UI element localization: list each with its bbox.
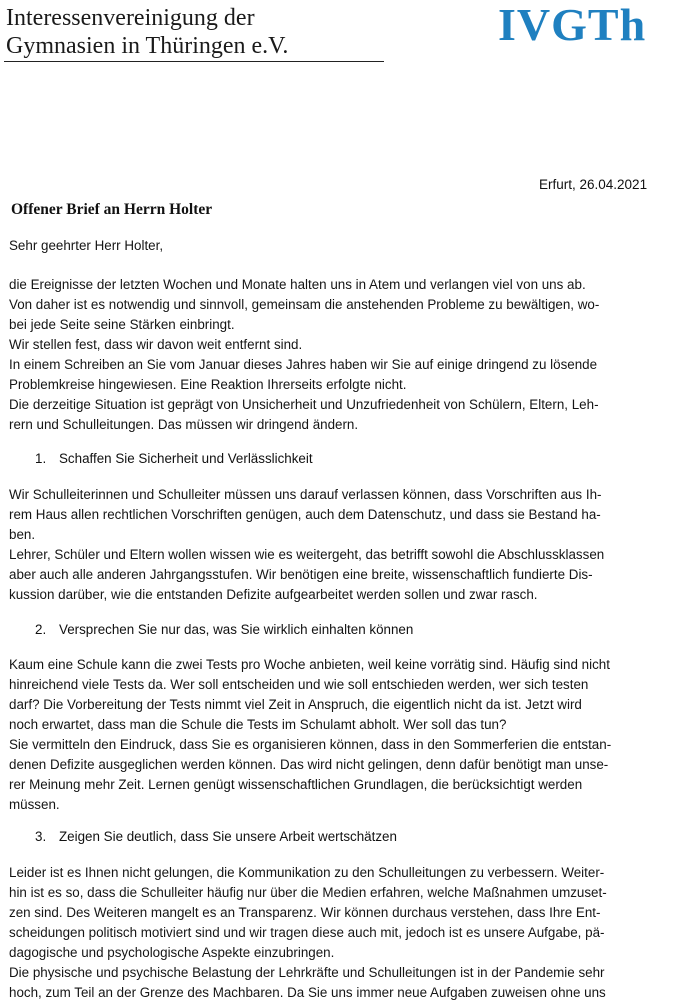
text-line: hoch, zum Teil an der Grenze des Machbaren. Da Sie uns immer neue Aufgaben zuweisen ohne uns	[9, 985, 606, 1000]
organization-name-line-1: Interessenvereinigung der	[6, 5, 255, 31]
organization-name-line-2: Gymnasien in Thüringen e.V.	[6, 33, 289, 59]
organization-logo: IVGTh	[498, 0, 647, 50]
text-line: darf? Die Vorbereitung der Tests nimmt viel Zeit in Anspruch, die eigentlich nicht da ist. Jetzt wird	[9, 697, 582, 712]
text-line: Lehrer, Schüler und Eltern wollen wissen wie es weitergeht, das betrifft sowohl die Abschlussklassen	[9, 547, 605, 562]
text-line: noch erwartet, dass man die Schule die Tests im Schulamt abholt. Wer soll das tun?	[9, 717, 507, 732]
text-line: Sie vermitteln den Eindruck, dass Sie es organisieren können, dass in den Sommerferien die entstan-	[9, 737, 612, 752]
section-heading-text: Versprechen Sie nur das, was Sie wirklich einhalten können	[59, 622, 414, 637]
section-heading-text: Zeigen Sie deutlich, dass Sie unsere Arbeit wertschätzen	[59, 829, 397, 844]
text-line: denen Defizite ausgeglichen werden können. Das wird nicht gelingen, denn dafür benötigt man unse-	[9, 757, 609, 772]
text-line: zen sind. Des Weiteren mangelt es an Transparenz. Wir können durchaus verstehen, dass Ihre Ent-	[9, 905, 601, 920]
text-line: die Ereignisse der letzten Wochen und Monate halten uns in Atem und verlangen viel von uns ab.	[9, 277, 586, 292]
text-line: aber auch alle anderen Jahrgangsstufen. Wir benötigen eine breite, wissenschaftlich fundierte Dis-	[9, 567, 593, 582]
text-line: scheidungen politisch motiviert sind und wir tragen diese auch mit, jedoch ist es unsere Aufgabe, pä-	[9, 925, 605, 940]
text-line: rem Haus allen rechtlichen Vorschriften genügen, auch dem Datenschutz, und dass sie Bestand ha-	[9, 507, 601, 522]
section-2-paragraph	[9, 655, 611, 815]
intro-paragraph	[9, 275, 599, 435]
text-line: Problemkreise hingewiesen. Eine Reaktion Ihrerseits erfolgte nicht.	[9, 377, 407, 392]
text-line: bei jede Seite seine Stärken einbringt.	[9, 317, 235, 332]
salutation: Sehr geehrter Herr Holter,	[9, 238, 164, 253]
text-line: rer Meinung mehr Zeit. Lernen genügt wissenschaftlichen Grundlagen, die berücksichtigt werden	[9, 777, 583, 792]
text-line: Die physische und psychische Belastung der Lehrkräfte und Schulleitungen ist in der Pandemie sehr	[9, 965, 605, 980]
text-line: ben.	[9, 527, 36, 542]
text-line: In einem Schreiben an Sie vom Januar dieses Jahres haben wir Sie auf einige dringend zu lösende	[9, 357, 598, 372]
text-line: müssen.	[9, 797, 60, 812]
text-line: rern und Schulleitungen. Das müssen wir dringend ändern.	[9, 417, 359, 432]
text-line: Die derzeitige Situation ist geprägt von Unsicherheit und Unzufriedenheit von Schülern, Eltern, Leh-	[9, 397, 599, 412]
organization-name	[6, 4, 288, 60]
text-line: Wir Schulleiterinnen und Schulleiter müssen uns darauf verlassen können, dass Vorschriften aus Ih-	[9, 487, 602, 502]
section-3-paragraph	[9, 863, 607, 1003]
text-line: dagogische und psychologische Aspekte einzubringen.	[9, 945, 335, 960]
text-line: Leider ist es Ihnen nicht gelungen, die Kommunikation zu den Schulleitungen zu verbessern. Weiter-	[9, 865, 605, 880]
section-1-paragraph	[9, 485, 604, 605]
text-line: Kaum eine Schule kann die zwei Tests pro Woche anbieten, weil keine vorrätig sind. Häufig sind nicht	[9, 657, 610, 672]
section-1-heading	[35, 449, 313, 469]
text-line: Wir stellen fest, dass wir davon weit entfernt sind.	[9, 337, 303, 352]
text-line: hin ist es so, dass die Schulleiter häufig nur über die Medien erfahren, welche Maßnahmen umzuset-	[9, 885, 607, 900]
section-number: 1.	[35, 451, 47, 466]
section-number: 3.	[35, 829, 47, 844]
letter-date: Erfurt, 26.04.2021	[539, 177, 648, 192]
section-2-heading	[35, 620, 413, 640]
section-heading-text: Schaffen Sie Sicherheit und Verlässlichkeit	[59, 451, 313, 466]
header-underline	[4, 61, 384, 62]
section-3-heading	[35, 827, 397, 847]
text-line: kussion darüber, wie die entstanden Defizite aufgearbeitet werden sollen und zwar rasch.	[9, 587, 538, 602]
text-line: Von daher ist es notwendig und sinnvoll, gemeinsam die anstehenden Probleme zu bewältigen, wo-	[9, 297, 600, 312]
section-number: 2.	[35, 622, 47, 637]
text-line: hinreichend viele Tests da. Wer soll entscheiden und wie soll entschieden werden, wer sich testen	[9, 677, 589, 692]
letter-title: Offener Brief an Herrn Holter	[11, 201, 213, 218]
